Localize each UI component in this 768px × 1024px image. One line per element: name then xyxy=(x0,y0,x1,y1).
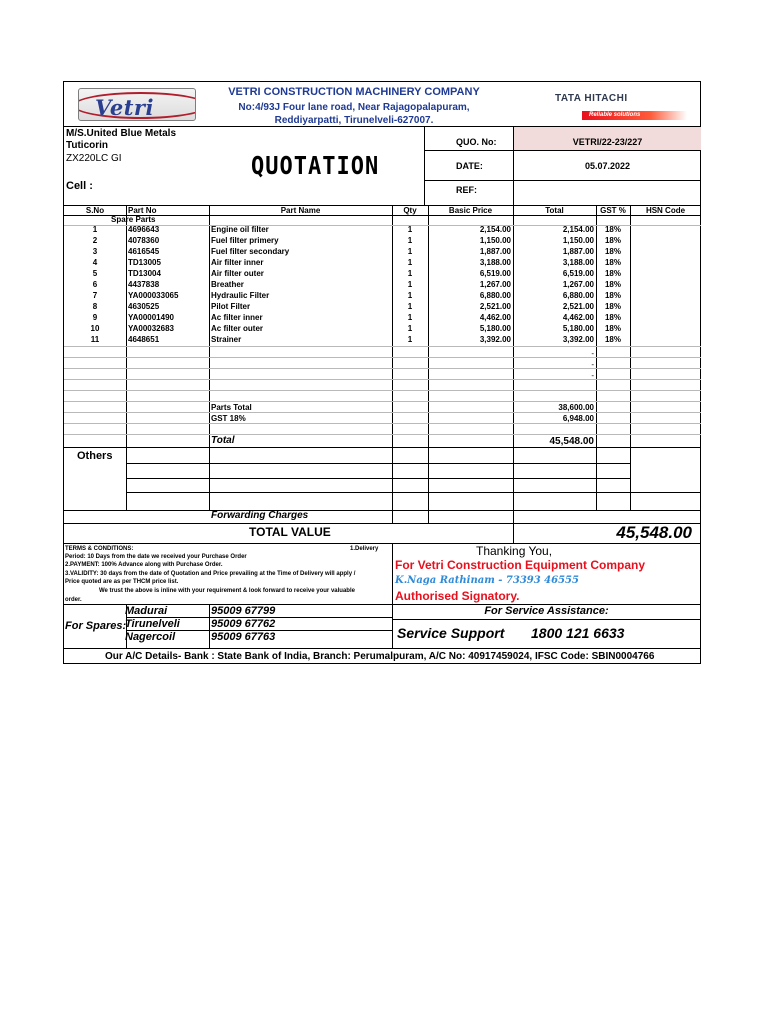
service-assistance-label: For Service Assistance: xyxy=(484,605,609,617)
terms-top-line xyxy=(64,543,701,544)
row-qty: 1 xyxy=(407,291,413,300)
signoff-divider xyxy=(392,543,393,648)
row-gst: 18% xyxy=(604,291,621,300)
row-qty: 1 xyxy=(407,225,413,234)
row-part-no: 4616545 xyxy=(128,247,160,256)
terms-heading: TERMS & CONDITIONS: xyxy=(65,546,134,552)
quotation-sheet xyxy=(63,81,701,664)
cell-label: Cell : xyxy=(66,180,93,192)
row-sno: 4 xyxy=(92,258,98,267)
bank-details: Our A/C Details- Bank : State Bank of India, Branch: Perumalpuram, A/C No: 40917459024, IFSC Code: SBIN0004766 xyxy=(105,651,655,662)
row-qty: 1 xyxy=(407,236,413,245)
row-line xyxy=(64,368,701,369)
date-value: 05.07.2022 xyxy=(584,161,631,171)
row-part-no: YA00001490 xyxy=(128,313,174,322)
row-total: 6,519.00 xyxy=(562,269,594,278)
terms-line6: order. xyxy=(65,597,82,603)
header-hsn: HSN Code xyxy=(645,206,686,215)
others-row-line xyxy=(126,463,630,464)
row-part-no: 4696643 xyxy=(128,225,160,234)
row-basic-price: 3,392.00 xyxy=(479,335,511,344)
row-qty: 1 xyxy=(407,324,413,333)
row-total: 6,880.00 xyxy=(562,291,594,300)
header-qty: Qty xyxy=(403,206,417,215)
meta-row-line xyxy=(424,180,701,181)
spares-phone-nagercoil: 95009 67763 xyxy=(211,631,276,643)
partner-logo-band xyxy=(541,111,687,120)
machine-model: ZX220LC GI xyxy=(66,153,122,164)
service-support-number: 1800 121 6633 xyxy=(531,625,625,641)
row-qty: 1 xyxy=(407,247,413,256)
row-part-name: Breather xyxy=(211,280,244,289)
row-part-name: Fuel filter primery xyxy=(211,236,279,245)
row-line xyxy=(64,357,701,358)
row-total: 4,462.00 xyxy=(562,313,594,322)
row-qty: 1 xyxy=(407,335,413,344)
header-gst: GST % xyxy=(600,206,626,215)
row-part-no: YA000033065 xyxy=(128,291,179,300)
header-total: Total xyxy=(545,206,564,215)
customer-city: Tuticorin xyxy=(66,140,109,151)
spares-city-tirunelveli: Tirunelveli xyxy=(125,618,180,630)
bank-top-line xyxy=(64,648,701,649)
row-qty: 1 xyxy=(407,313,413,322)
logo-text: Vetri xyxy=(95,95,154,120)
header-basic-price: Basic Price xyxy=(448,206,493,215)
date-label: DATE: xyxy=(456,161,483,171)
spares-city-madurai: Madurai xyxy=(125,605,168,617)
parts-total-value: 38,600.00 xyxy=(558,403,594,412)
row-line xyxy=(64,401,701,402)
service-row-line xyxy=(392,619,701,620)
row-sno: 9 xyxy=(92,313,98,322)
row-basic-price: 1,267.00 xyxy=(479,280,511,289)
row-gst: 18% xyxy=(604,236,621,245)
row-basic-price: 3,188.00 xyxy=(479,258,511,267)
others-label: Others xyxy=(77,450,113,462)
row-total: 3,392.00 xyxy=(562,335,594,344)
row-part-no: 4078360 xyxy=(128,236,160,245)
row-part-no: 4648651 xyxy=(128,335,160,344)
row-sno: 1 xyxy=(92,225,98,234)
company-name: VETRI CONSTRUCTION MACHINERY COMPANY xyxy=(228,86,480,98)
row-gst: 18% xyxy=(604,225,621,234)
service-support-label: Service Support xyxy=(397,625,505,641)
row-sno: 8 xyxy=(92,302,98,311)
others-col-divider xyxy=(596,447,597,510)
row-part-name: Pilot Filter xyxy=(211,302,251,311)
row-basic-price: 6,519.00 xyxy=(479,269,511,278)
terms-line5: We trust the above is inline with your requirement & look forward to receive your valuable xyxy=(99,588,355,594)
row-part-no: 4630525 xyxy=(128,302,160,311)
row-basic-price: 2,521.00 xyxy=(479,302,511,311)
spares-phone-madurai: 95009 67799 xyxy=(211,605,276,617)
row-line xyxy=(64,346,701,347)
row-basic-price: 4,462.00 xyxy=(479,313,511,322)
row-sno: 2 xyxy=(92,236,98,245)
row-line xyxy=(64,434,701,435)
tata-hitachi-logo xyxy=(541,90,687,126)
total-label: Total xyxy=(211,435,235,446)
spares-divider xyxy=(209,604,210,648)
meta-row-line xyxy=(424,150,701,151)
row-line xyxy=(64,379,701,380)
header-partno: Part No xyxy=(128,206,157,215)
section-label: Spare Parts xyxy=(111,215,156,224)
row-qty: 1 xyxy=(407,269,413,278)
row-part-name: Hydraulic Filter xyxy=(211,291,270,300)
row-sno: 3 xyxy=(92,247,98,256)
spares-phone-tirunelveli: 95009 67762 xyxy=(211,618,276,630)
parts-total-label: Parts Total xyxy=(211,403,252,412)
blank-total-dash: - xyxy=(591,360,594,369)
row-part-no: TD13004 xyxy=(128,269,161,278)
authorised-signatory: Authorised Signatory. xyxy=(395,589,520,603)
row-sno: 5 xyxy=(92,269,98,278)
row-line xyxy=(64,225,701,226)
row-sno: 11 xyxy=(90,335,100,344)
row-sno: 10 xyxy=(90,324,100,333)
forwarding-top-line xyxy=(64,510,701,511)
header-partname: Part Name xyxy=(280,206,321,215)
row-part-name: Air filter inner xyxy=(211,258,264,267)
row-part-name: Strainer xyxy=(211,335,242,344)
row-gst: 18% xyxy=(604,313,621,322)
row-sno: 6 xyxy=(92,280,98,289)
row-gst: 18% xyxy=(604,269,621,278)
terms-line2: 2.PAYMENT: 100% Advance along with Purchase Order. xyxy=(65,562,223,568)
terms-line4: Price quoted are as per THCM price list. xyxy=(65,579,179,585)
row-gst: 18% xyxy=(604,247,621,256)
row-basic-price: 5,180.00 xyxy=(479,324,511,333)
quo-number-label: QUO. No: xyxy=(456,137,497,147)
row-qty: 1 xyxy=(407,302,413,311)
row-total: 2,154.00 xyxy=(562,225,594,234)
company-address-line1: No:4/93J Four lane road, Near Rajagopalapuram, xyxy=(238,102,470,113)
row-basic-price: 1,150.00 xyxy=(479,236,511,245)
row-total: 5,180.00 xyxy=(562,324,594,333)
thanking-text: Thanking You, xyxy=(476,544,553,558)
row-gst: 18% xyxy=(604,258,621,267)
row-total: 1,887.00 xyxy=(562,247,594,256)
meta-label-divider xyxy=(424,126,425,205)
partner-logo-name: TATA HITACHI xyxy=(555,93,628,104)
row-part-no: TD13005 xyxy=(128,258,161,267)
terms-line3: 3.VALIDITY: 30 days from the date of Quotation and Price prevailing at the Time of Delivery will apply / xyxy=(65,571,356,577)
quo-number-value: VETRI/22-23/227 xyxy=(572,137,643,147)
others-row-line xyxy=(126,478,630,479)
row-sno: 7 xyxy=(92,291,98,300)
row-part-name: Engine oil filter xyxy=(211,225,269,234)
blank-total-dash: - xyxy=(591,349,594,358)
row-part-name: Fuel filter secondary xyxy=(211,247,290,256)
header-sno: S.No xyxy=(85,206,105,215)
row-total: 1,267.00 xyxy=(562,280,594,289)
total-value: 45,548.00 xyxy=(549,436,594,447)
row-basic-price: 6,880.00 xyxy=(479,291,511,300)
row-part-name: Air filter outer xyxy=(211,269,264,278)
row-part-name: Ac filter inner xyxy=(211,313,263,322)
customer-name: M/S.United Blue Metals xyxy=(66,128,177,139)
row-qty: 1 xyxy=(407,258,413,267)
row-total: 1,150.00 xyxy=(562,236,594,245)
vetri-logo xyxy=(78,88,196,121)
others-col-divider xyxy=(630,492,631,510)
row-line xyxy=(64,390,701,391)
signature-text: K.Naga Rathinam - 73393 46555 xyxy=(395,575,579,586)
for-company-text: For Vetri Construction Equipment Company xyxy=(395,558,646,572)
ref-label: REF: xyxy=(456,185,477,195)
row-total: 3,188.00 xyxy=(562,258,594,267)
blank-total-dash: - xyxy=(591,371,594,380)
row-part-no: YA00032683 xyxy=(128,324,174,333)
grand-total: 45,548.00 xyxy=(616,523,692,542)
row-gst: 18% xyxy=(604,335,621,344)
col-divider-gst xyxy=(630,205,631,494)
row-gst: 18% xyxy=(604,280,621,289)
row-part-no: 4437838 xyxy=(128,280,160,289)
terms-delivery-label: 1.Delivery xyxy=(350,546,379,552)
row-line xyxy=(64,423,701,424)
gst-label: GST 18% xyxy=(211,414,246,423)
row-total: 2,521.00 xyxy=(562,302,594,311)
row-line xyxy=(64,412,701,413)
total-value-label: TOTAL VALUE xyxy=(249,525,331,539)
row-part-name: Ac filter outer xyxy=(211,324,264,333)
forwarding-label: Forwarding Charges xyxy=(211,510,309,521)
gst-value: 6,948.00 xyxy=(562,414,594,423)
row-qty: 1 xyxy=(407,280,413,289)
row-gst: 18% xyxy=(604,324,621,333)
document-title: QUOTATION xyxy=(251,152,380,181)
terms-line1: Period: 10 Days from the date we received your Purchase Order xyxy=(65,554,247,560)
spares-label: For Spares: xyxy=(65,620,127,632)
others-top-line xyxy=(64,447,701,448)
row-gst: 18% xyxy=(604,302,621,311)
others-row-line xyxy=(126,492,701,493)
company-address-line2: Reddiyarpatti, Tirunelveli-627007. xyxy=(274,115,434,126)
spares-city-nagercoil: Nagercoil xyxy=(125,631,176,643)
row-basic-price: 1,887.00 xyxy=(479,247,511,256)
row-basic-price: 2,154.00 xyxy=(479,225,511,234)
partner-tagline: Reliable solutions xyxy=(589,112,641,118)
